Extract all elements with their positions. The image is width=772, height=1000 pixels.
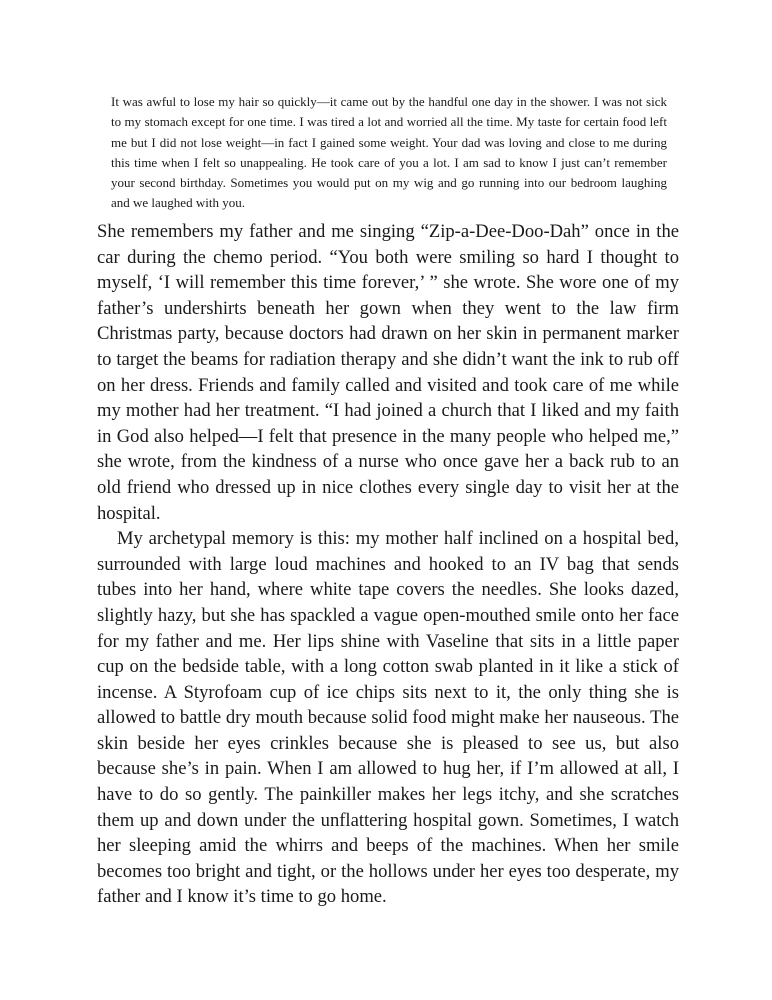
body-text xyxy=(97,219,679,910)
paragraph-2: My archetypal memory is this: my mother half inclined on a hospital bed, surrounded with large loud machines and hooked to an IV bag that sends tubes into her hand, where white tape covers the needles. She looks dazed, slightly hazy, but she has spackled a vague open-mouthed smile onto her face for my father and me. Her lips shine with Vaseline that sits in a little paper cup on the bedside table, with a long cotton swab planted in it like a stick of incense. A Styrofoam cup of ice chips sits next to it, the only thing she is allowed to battle dry mouth because solid food might make her nauseous. The skin beside her eyes crinkles because she is pleased to see us, but also because she’s in pain. When I am allowed to hug her, if I’m allowed at all, I have to do so gently. The painkiller makes her legs itchy, and she scratches them up and down under the unflattering hospital gown. Sometimes, I watch her sleeping amid the whirrs and beeps of the machines. When her smile becomes too bright and tight, or the hollows under her eyes too desperate, my father and I know it’s time to go home. xyxy=(97,528,679,908)
block-quote: It was awful to lose my hair so quickly—it came out by the handful one day in the shower. I was not sick to my stomach except for one time. I was tired a lot and worried all the time. My taste for certain food left me but I did not lose weight—in fact I gained some weight. Your dad was loving and close to me during this time when I felt so unappealing. He took care of you a lot. I am sad to know I just can’t remember your second birthday. Sometimes you would put on my wig and go running into our bedroom laughing and we laughed with you. xyxy=(111,94,667,211)
paragraph-1: She remembers my father and me singing “Zip-a-Dee-Doo-Dah” once in the car during the chemo period. “You both were smiling so hard I thought to myself, ‘I will remember this time forever,’ ” she wrote. She wore one of my father’s undershirts beneath her gown when they went to the law firm Christmas party, because doctors had drawn on her skin in permanent marker to target the beams for radiation therapy and she didn’t want the ink to rub off on her dress. Friends and family called and visited and took care of me while my mother had her treatment. “I had joined a church that I liked and my faith in God also helped—I felt that presence in the many people who helped me,” she wrote, from the kindness of a nurse who once gave her a back rub to an old friend who dressed up in nice clothes every single day to visit her at the hospital. xyxy=(97,221,679,524)
